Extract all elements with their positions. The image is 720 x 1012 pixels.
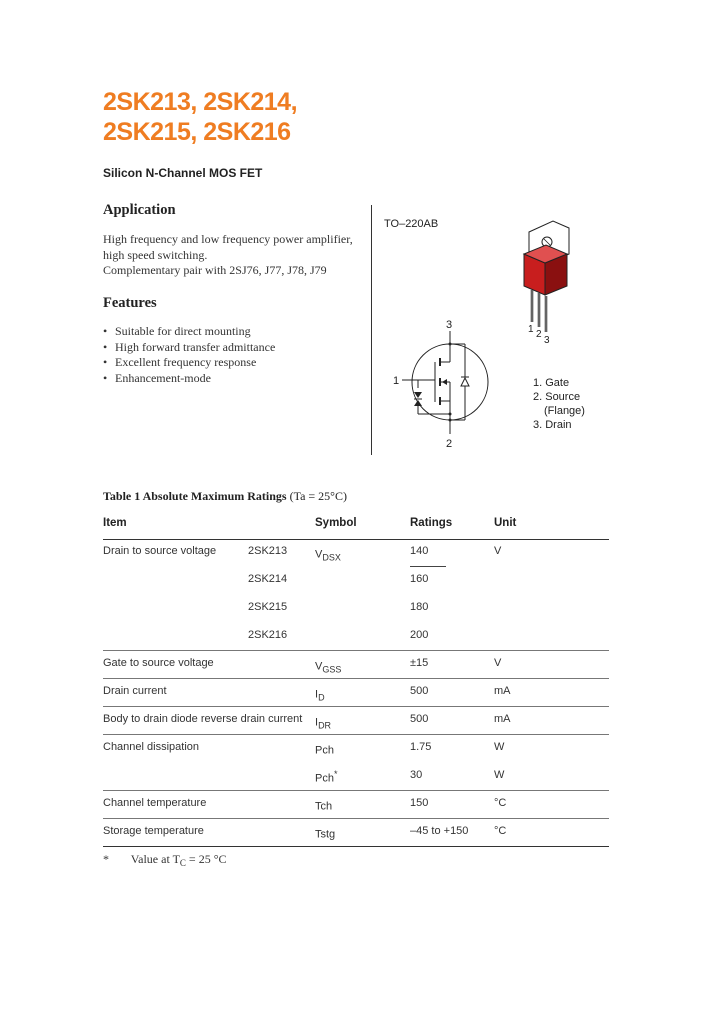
- rating-cell: –45 to +150: [410, 825, 469, 837]
- pin-legend-item: 1. Gate: [533, 377, 570, 389]
- table-title-main: Table 1 Absolute Maximum Ratings: [103, 489, 287, 503]
- lead-number: 1: [528, 324, 534, 335]
- rating-cell: 30: [410, 769, 423, 781]
- drain-pin-number: 3: [446, 319, 453, 331]
- features-list: [103, 324, 275, 386]
- unit-cell: W: [494, 741, 505, 753]
- unit-cell: W: [494, 769, 505, 781]
- symbol-text: V: [315, 548, 323, 561]
- lead-number: 3: [544, 335, 550, 346]
- page-title-line-1: 2SK213, 2SK214,: [103, 88, 298, 116]
- symbol-text: Tstg: [315, 828, 336, 841]
- to220-package-drawing: [515, 218, 590, 348]
- item-cell: Channel dissipation: [103, 741, 200, 753]
- rating-cell: ±15: [410, 657, 429, 669]
- item-cell: Channel temperature: [103, 797, 207, 809]
- rating-cell: 140: [410, 545, 429, 557]
- pin-legend-item: (Flange): [544, 405, 585, 417]
- symbol-subscript: DR: [318, 720, 332, 731]
- application-text: [103, 232, 353, 279]
- symbol-subscript: GSS: [322, 664, 342, 675]
- source-pin-number: 2: [446, 438, 453, 450]
- application-line: High frequency and low frequency power amplifier,: [103, 232, 353, 246]
- row-separator: [103, 650, 609, 651]
- pin-legend: [533, 376, 585, 432]
- symbol-superscript: *: [333, 769, 338, 779]
- symbol-cell: [315, 657, 341, 675]
- symbol-text: Pch: [315, 772, 334, 785]
- column-header-item: Item: [103, 517, 127, 529]
- rating-cell: 200: [410, 629, 429, 641]
- features-heading: Features: [103, 295, 157, 311]
- footnote-mark: *: [103, 852, 109, 866]
- column-header-unit: Unit: [494, 517, 517, 529]
- application-heading: Application: [103, 202, 176, 218]
- rating-cell: 150: [410, 797, 429, 809]
- footnote-text: Value at T: [130, 852, 180, 866]
- feature-item: • High forward transfer admittance: [103, 340, 275, 356]
- feature-item: • Enhancement-mode: [103, 371, 275, 387]
- item-cell: Body to drain diode reverse drain current: [103, 713, 303, 725]
- row-separator: [103, 706, 609, 707]
- rating-cell: 1.75: [410, 741, 432, 753]
- unit-cell: V: [494, 657, 502, 669]
- item-cell: Storage temperature: [103, 825, 204, 837]
- table-rule: [103, 539, 609, 540]
- row-separator: [103, 678, 609, 679]
- lead-number: 2: [536, 329, 542, 340]
- feature-item: • Suitable for direct mounting: [103, 324, 275, 340]
- section-divider: [371, 205, 372, 455]
- pin-legend-item: 3. Drain: [533, 419, 572, 431]
- gate-pin-number: 1: [393, 375, 400, 387]
- footnote-sub: C: [179, 858, 186, 868]
- symbol-text: I: [315, 716, 319, 729]
- symbol-text: Tch: [315, 800, 333, 813]
- application-line: high speed switching.: [103, 247, 208, 262]
- symbol-cell: [315, 741, 334, 759]
- part-number-cell: 2SK214: [248, 573, 288, 585]
- page-title-line-2: 2SK215, 2SK216: [103, 118, 291, 146]
- page-subtitle: Silicon N-Channel MOS FET: [103, 166, 263, 180]
- table-title: [103, 489, 347, 504]
- unit-cell: V: [494, 545, 502, 557]
- part-number-cell: 2SK215: [248, 601, 288, 613]
- rating-cell: 180: [410, 601, 429, 613]
- feature-item: • Excellent frequency response: [103, 355, 275, 371]
- part-number-cell: 2SK216: [248, 629, 288, 641]
- mosfet-symbol: [385, 316, 495, 454]
- table-title-condition: (Ta = 25°C): [286, 489, 347, 503]
- item-cell: Drain current: [103, 685, 167, 697]
- row-separator: [103, 818, 609, 819]
- row-separator: [103, 790, 609, 791]
- column-header-ratings: Ratings: [410, 517, 453, 529]
- column-header-symbol: Symbol: [315, 517, 357, 529]
- table-rule: [103, 846, 609, 847]
- rating-underline: [410, 566, 446, 567]
- part-number-cell: 2SK213: [248, 545, 288, 557]
- rating-cell: 160: [410, 573, 429, 585]
- package-label: TO–220AB: [384, 218, 439, 230]
- footnote-rest: = 25 °C: [185, 852, 227, 866]
- rating-cell: 500: [410, 685, 429, 697]
- unit-cell: °C: [494, 825, 507, 837]
- unit-cell: mA: [494, 685, 511, 697]
- symbol-cell: [315, 713, 331, 731]
- symbol-subscript: D: [318, 692, 325, 703]
- symbol-cell: [315, 797, 332, 815]
- symbol-cell: [315, 825, 335, 843]
- pin-legend-item: 2. Source: [533, 391, 581, 403]
- symbol-subscript: DSX: [322, 552, 341, 563]
- rating-cell: 500: [410, 713, 429, 725]
- unit-cell: mA: [494, 713, 511, 725]
- application-line: Complementary pair with 2SJ76, J77, J78, J79: [103, 263, 327, 277]
- footnote: [103, 852, 227, 868]
- symbol-cell: [315, 685, 325, 703]
- symbol-text: Pch: [315, 744, 334, 757]
- item-cell: Drain to source voltage: [103, 545, 217, 557]
- unit-cell: °C: [494, 797, 507, 809]
- symbol-cell: [315, 769, 337, 787]
- symbol-cell: [315, 545, 341, 563]
- row-separator: [103, 734, 609, 735]
- item-cell: Gate to source voltage: [103, 657, 214, 669]
- symbol-text: V: [315, 660, 323, 673]
- symbol-text: I: [315, 688, 319, 701]
